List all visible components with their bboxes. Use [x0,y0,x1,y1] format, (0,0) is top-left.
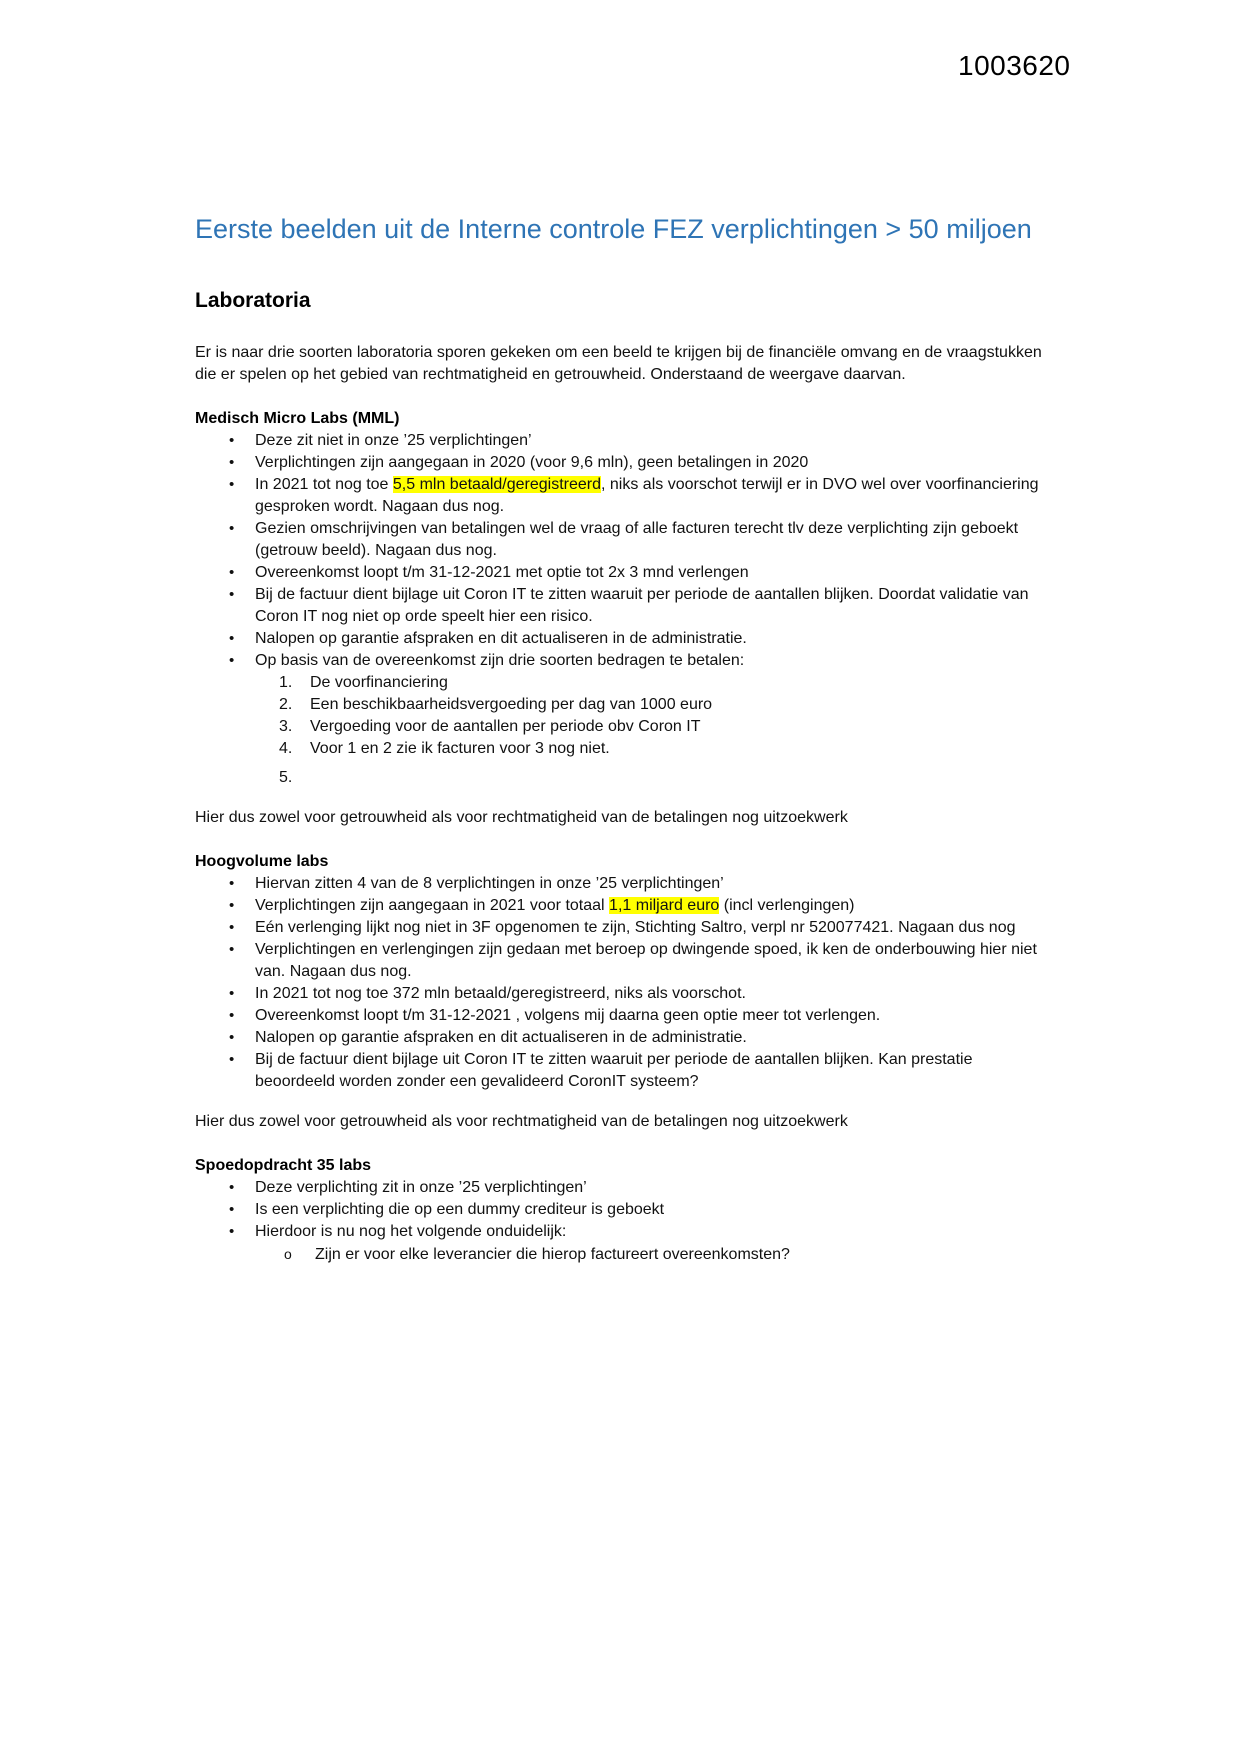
paragraph: Hier dus zowel voor getrouwheid als voor rechtmatigheid van de betalingen nog uitzoekwerk [195,1113,848,1130]
text-run: Op basis van de overeenkomst zijn drie soorten bedragen te betalen: [255,652,745,669]
subsection-heading: Spoedopdracht 35 labs [195,1157,372,1174]
list-item [195,738,1055,760]
bullet-list [195,430,1055,672]
list-item-text [315,1244,1055,1266]
list-item [195,584,1055,628]
number-label: 4. [279,740,293,757]
circle-bullet-list [195,1243,1055,1266]
list-item [195,983,1055,1005]
subsection-heading: Medisch Micro Labs (MML) [195,410,400,427]
bullet-icon: • [229,985,235,1002]
bullet-icon: • [229,564,235,581]
list-item-text [255,873,1055,895]
bullet-icon: • [229,586,235,603]
bullet-icon: • [229,1029,235,1046]
list-item [195,1049,1055,1093]
bullet-list [195,873,1055,1093]
list-item-text [310,760,1055,782]
list-item [195,1027,1055,1049]
text-run: Hierdoor is nu nog het volgende onduidelijk: [255,1223,567,1240]
text-run: Verplichtingen zijn aangegaan in 2021 voor totaal [255,897,610,914]
document-content [195,212,1055,1266]
list-item-text [255,1199,1055,1221]
bullet-icon: • [229,1223,235,1240]
list-item [195,895,1055,917]
list-item [195,672,1055,694]
text-run: De voorfinanciering [310,674,448,691]
text-run: Verplichtingen en verlengingen zijn gedaan met beroep op dwingende spoed, ik ken de onderbouwing hier niet van. Nagaan dus nog. [255,941,1037,980]
list-item [195,917,1055,939]
subsection-heading: Hoogvolume labs [195,853,329,870]
list-item-text [255,983,1055,1005]
bullet-icon: • [229,875,235,892]
text-run: Een beschikbaarheidsvergoeding per dag van 1000 euro [310,696,713,713]
text-run: Bij de factuur dient bijlage uit Coron IT te zitten waaruit per periode de aantallen blijken. Doordat validatie van Coron IT nog niet op orde speelt hier een risico. [255,586,1029,625]
text-run: , niks als voorschot terwijl er in DVO wel over voorfinanciering gesproken wordt. Nagaan dus nog. [255,476,1039,515]
document-number: 1003620 [958,50,1071,81]
number-label: 1. [279,674,293,691]
paragraph: Hier dus zowel voor getrouwheid als voor rechtmatigheid van de betalingen nog uitzoekwerk [195,809,848,826]
text-run: Overeenkomst loopt t/m 31-12-2021 , volgens mij daarna geen optie meer tot verlengen. [255,1007,881,1024]
list-item-text [255,430,1055,452]
list-item-text [255,584,1055,628]
list-item [195,518,1055,562]
list-item-text [255,518,1055,562]
list-item [195,452,1055,474]
list-item [195,650,1055,672]
text-run: Gezien omschrijvingen van betalingen wel de vraag of alle facturen terecht tlv deze verplichting zijn geboekt (getrouw beeld). Nagaan dus nog. [255,520,1019,559]
bullet-icon: • [229,1179,235,1196]
list-item [195,474,1055,518]
list-item [195,873,1055,895]
list-item-text [310,694,1055,716]
list-item [195,1177,1055,1199]
list-item [195,562,1055,584]
bullet-icon: • [229,1007,235,1024]
text-run: In 2021 tot nog toe [255,476,393,493]
list-item-text [255,895,1055,917]
text-run: Nalopen op garantie afspraken en dit actualiseren in de administratie. [255,630,747,647]
text-run: Deze verplichting zit in onze ’25 verplichtingen’ [255,1179,587,1196]
bullet-icon: • [229,520,235,537]
list-item [195,1199,1055,1221]
number-label: 5. [279,769,293,786]
numbered-list [195,672,1055,789]
bullet-icon: • [229,630,235,647]
list-item [195,430,1055,452]
list-item-text [255,650,1055,672]
list-item [195,694,1055,716]
list-item [195,760,1055,789]
list-item [195,1005,1055,1027]
list-item-text [255,474,1055,518]
paragraph: Er is naar drie soorten laboratoria sporen gekeken om een beeld te krijgen bij de financiële omvang en de vraagstukken die er spelen op het gebied van rechtmatigheid en getrouwheid. Onderstaand de weergave daarvan. [195,344,1042,383]
list-item-text [310,738,1055,760]
text-run: Eén verlenging lijkt nog niet in 3F opgenomen te zijn, Stichting Saltro, verpl nr 520077421. Nagaan dus nog [255,919,1016,936]
text-run: Is een verplichting die op een dummy crediteur is geboekt [255,1201,665,1218]
list-item-text [255,939,1055,983]
text-run: Nalopen op garantie afspraken en dit actualiseren in de administratie. [255,1029,747,1046]
highlighted-text: 1,1 miljard euro [609,897,720,914]
list-item-text [255,1177,1055,1199]
bullet-icon: • [229,454,235,471]
list-item-text [255,628,1055,650]
list-item [195,1243,1055,1266]
list-item-text [255,1221,1055,1243]
list-item-text [255,1005,1055,1027]
text-run: In 2021 tot nog toe 372 mln betaald/geregistreerd, niks als voorschot. [255,985,746,1002]
text-run: Vergoeding voor de aantallen per periode obv Coron IT [310,718,701,735]
list-item-text [255,1049,1055,1093]
section-heading: Laboratoria [195,289,311,312]
bullet-icon: • [229,432,235,449]
bullet-icon: • [229,941,235,958]
text-run: Voor 1 en 2 zie ik facturen voor 3 nog niet. [310,740,610,757]
text-run: Deze zit niet in onze ’25 verplichtingen’ [255,432,532,449]
list-item [195,716,1055,738]
list-item [195,1221,1055,1243]
circle-bullet-icon: o [284,1246,292,1262]
list-item-text [310,672,1055,694]
list-item-text [255,452,1055,474]
bullet-icon: • [229,1201,235,1218]
number-label: 2. [279,696,293,713]
text-run: Verplichtingen zijn aangegaan in 2020 (voor 9,6 mln), geen betalingen in 2020 [255,454,809,471]
text-run: Zijn er voor elke leverancier die hierop factureert overeenkomsten? [315,1246,790,1263]
list-item-text [310,716,1055,738]
bullet-icon: • [229,652,235,669]
number-label: 3. [279,718,293,735]
text-run: (incl verlengingen) [719,897,855,914]
document-title: Eerste beelden uit de Interne controle FEZ verplichtingen > 50 miljoen [195,214,1032,244]
list-item-text [255,562,1055,584]
list-item [195,939,1055,983]
list-item-text [255,1027,1055,1049]
text-run: Bij de factuur dient bijlage uit Coron IT te zitten waaruit per periode de aantallen blijken. Kan prestatie beoordeeld worden zonder een gevalideerd CoronIT systeem? [255,1051,973,1090]
text-run: Overeenkomst loopt t/m 31-12-2021 met optie tot 2x 3 mnd verlengen [255,564,749,581]
highlighted-text: 5,5 mln betaald/geregistreerd [392,476,602,493]
bullet-icon: • [229,1051,235,1068]
bullet-icon: • [229,897,235,914]
list-item-text [255,917,1055,939]
bullet-icon: • [229,476,235,493]
bullet-icon: • [229,919,235,936]
list-item [195,628,1055,650]
bullet-list [195,1177,1055,1243]
text-run: Hiervan zitten 4 van de 8 verplichtingen in onze ’25 verplichtingen’ [255,875,724,892]
